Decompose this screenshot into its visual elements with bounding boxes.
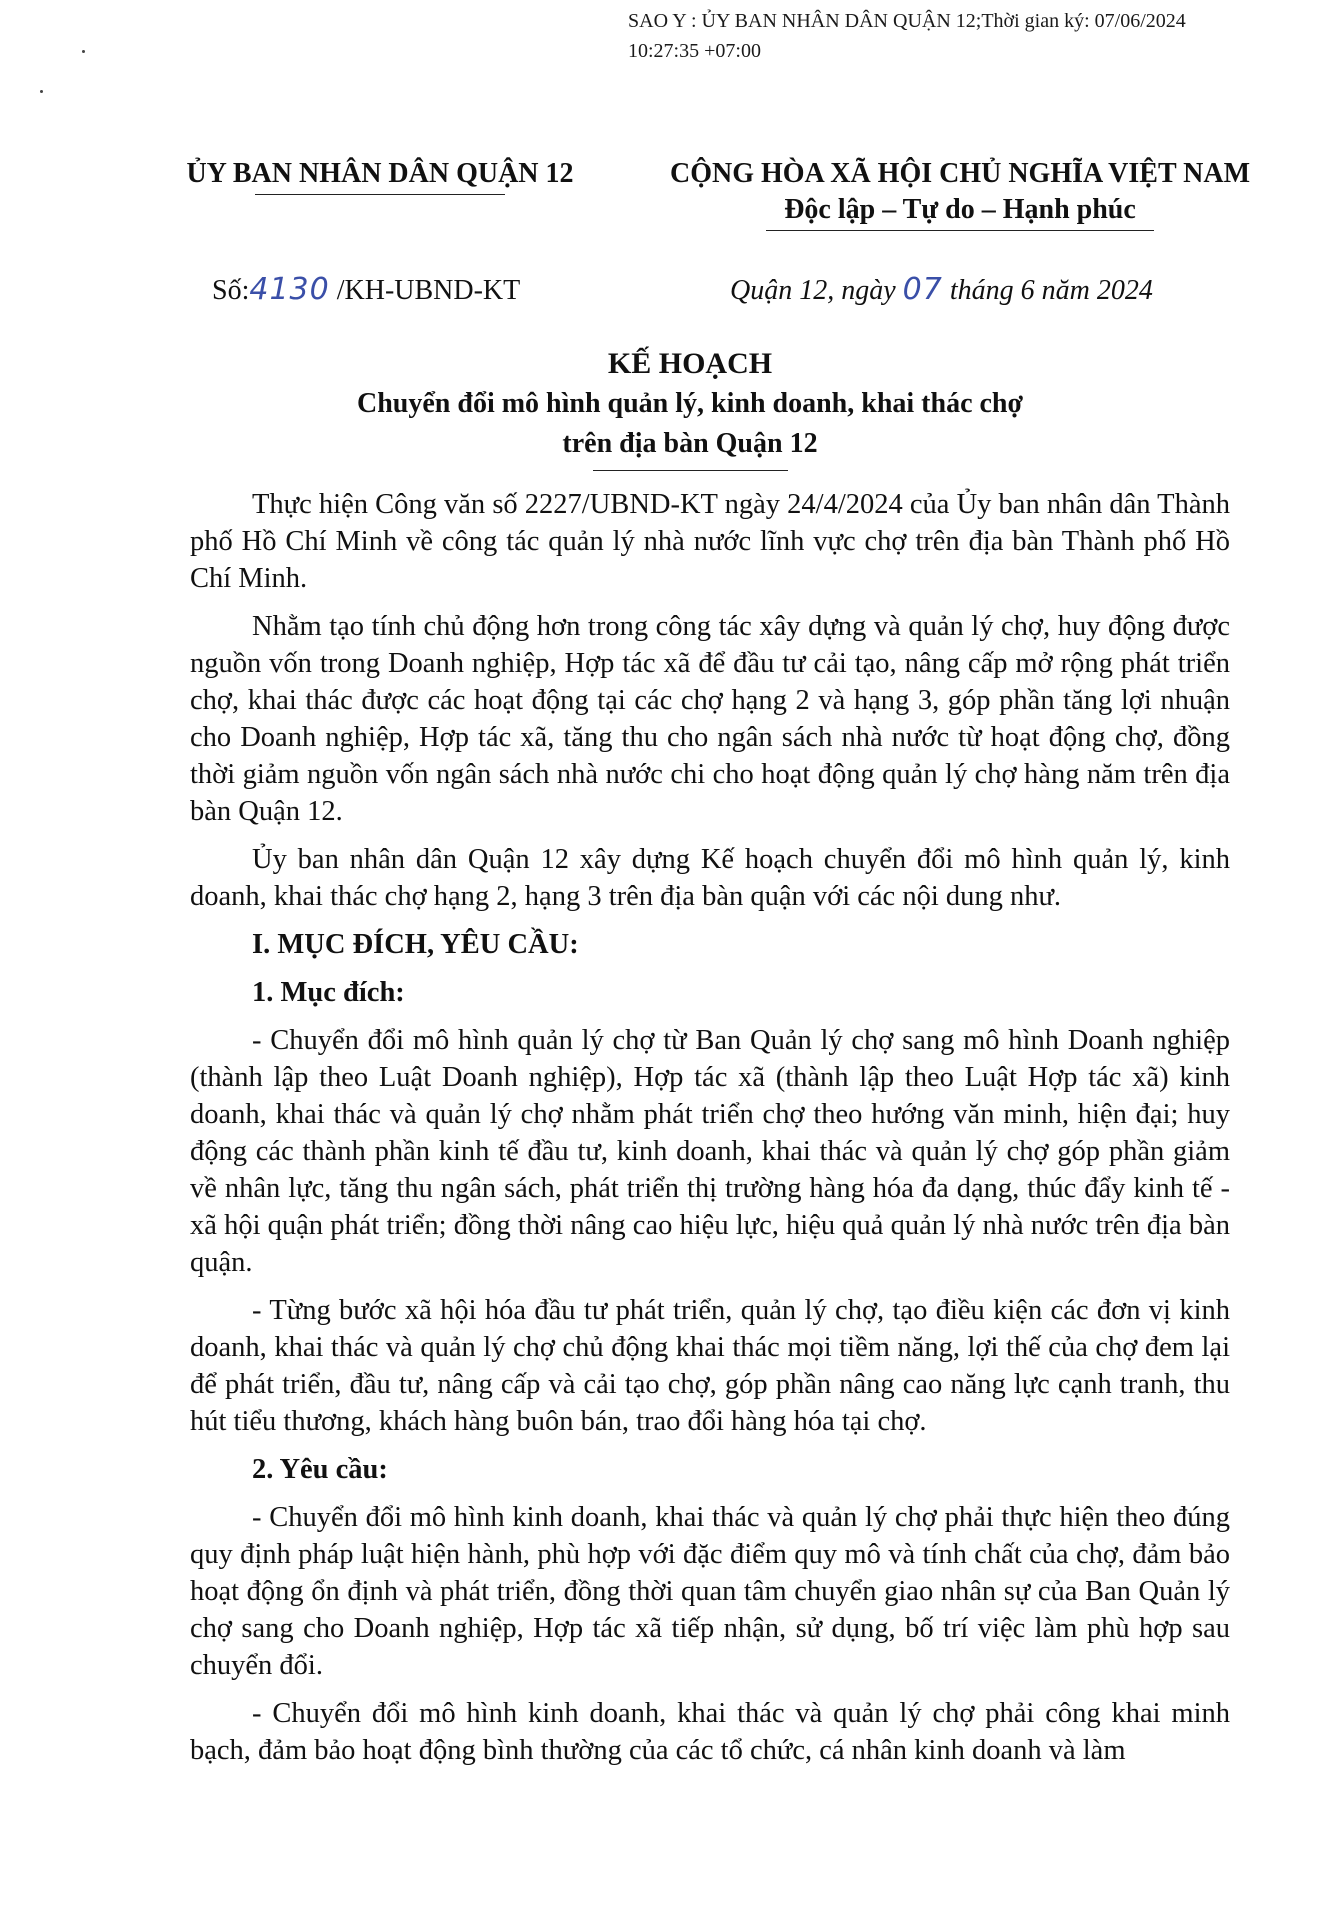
paragraph: Ủy ban nhân dân Quận 12 xây dựng Kế hoạch chuyển đổi mô hình quản lý, kinh doanh, khai thác chợ hạng 2, hạng 3 trên địa bàn quận với các nội dung như. [190,844,1230,912]
handwritten-number: 4130 [249,272,330,307]
document-title-block [150,344,1230,471]
stamp-line-2: 10:27:35 +07:00 [628,40,761,62]
agency-underline [255,194,505,195]
issuing-agency: ỦY BAN NHÂN DÂN QUẬN 12 [186,158,574,189]
paragraph: - Chuyển đổi mô hình kinh doanh, khai thác và quản lý chợ phải công khai minh bạch, đảm bảo hoạt động bình thường của các tổ chức, cá nhân kinh doanh và làm [190,1698,1230,1766]
digital-signature-stamp [628,6,1288,66]
document-number [212,272,520,307]
title-underline [593,470,788,471]
document-type: KẾ HOẠCH [607,347,773,380]
paragraph: - Từng bước xã hội hóa đầu tư phát triển, quản lý chợ, tạo điều kiện các đơn vị kinh doanh, khai thác và quản lý chợ chủ động khai thác mọi tiềm năng, lợi thế của chợ đem lại để phát triển, đầu tư, nâng cấp và cải tạo chợ, góp phần nâng cao năng lực cạnh tranh, thu hút tiểu thương, khách hàng buôn bán, trao đổi hàng hóa tại chợ. [190,1295,1230,1437]
date-prefix: Quận 12, ngày [730,275,896,306]
handwritten-day: 07 [902,272,943,307]
document-subject-line-1: Chuyển đổi mô hình quản lý, kinh doanh, khai thác chợ [357,388,1023,419]
date-suffix: tháng 6 năm 2024 [949,275,1153,306]
national-title-block [620,158,1300,231]
nation-name: CỘNG HÒA XÃ HỘI CHỦ NGHĨA VIỆT NAM [669,158,1251,189]
issuing-agency-block [150,158,610,195]
document-body [190,486,1230,1780]
national-motto: Độc lập – Tự do – Hạnh phúc [784,194,1136,225]
number-prefix: Số: [212,275,250,306]
paragraph: - Chuyển đổi mô hình kinh doanh, khai thác và quản lý chợ phải thực hiện theo đúng quy định pháp luật hiện hành, phù hợp với đặc điểm quy mô và tính chất của chợ, đảm bảo hoạt động ổn định và phát triển, đồng thời quan tâm chuyển giao nhân sự của Ban Quản lý chợ sang cho Doanh nghiệp, Hợp tác xã tiếp nhận, sử dụng, bố trí việc làm phù hợp sau chuyển đổi. [190,1502,1230,1681]
subsection-heading: 1. Mục đích: [252,977,405,1008]
paragraph: Nhằm tạo tính chủ động hơn trong công tác xây dựng và quản lý chợ, huy động được nguồn vốn trong Doanh nghiệp, Hợp tác xã để đầu tư cải tạo, nâng cấp mở rộng phát triển chợ, khai thác được các hoạt động tại các chợ hạng 2 và hạng 3, góp phần tăng lợi nhuận cho Doanh nghiệp, Hợp tác xã, tăng thu cho ngân sách nhà nước từ hoạt động chợ, đồng thời giảm nguồn vốn ngân sách nhà nước chi cho hoạt động quản lý chợ hàng năm trên địa bàn Quận 12. [190,611,1230,827]
stamp-line-1: SAO Y : ỦY BAN NHÂN DÂN QUẬN 12;Thời gian ký: 07/06/2024 [628,10,1186,32]
scan-speck [40,90,43,93]
document-subject-line-2: trên địa bàn Quận 12 [562,428,818,459]
subsection-heading: 2. Yêu cầu: [252,1454,388,1485]
motto-underline [766,230,1154,231]
scan-speck [82,50,85,53]
section-heading: I. MỤC ĐÍCH, YÊU CẦU: [252,929,579,960]
paragraph: - Chuyển đổi mô hình quản lý chợ từ Ban Quản lý chợ sang mô hình Doanh nghiệp (thành lập theo Luật Doanh nghiệp), Hợp tác xã (thành lập theo Luật Hợp tác xã) kinh doanh, khai thác và quản lý chợ nhằm phát triển chợ theo hướng văn minh, hiện đại; huy động các thành phần kinh tế đầu tư, kinh doanh, khai thác và quản lý chợ góp phần giảm về nhân lực, tăng thu ngân sách, phát triển thị trường hàng hóa đa dạng, thúc đẩy kinh tế - xã hội quận phát triển; đồng thời nâng cao hiệu lực, hiệu quả quản lý nhà nước trên địa bàn quận. [190,1025,1230,1278]
paragraph: Thực hiện Công văn số 2227/UBND-KT ngày 24/4/2024 của Ủy ban nhân dân Thành phố Hồ Chí Minh về công tác quản lý nhà nước lĩnh vực chợ trên địa bàn Thành phố Hồ Chí Minh. [190,489,1230,594]
document-date [730,272,1153,307]
number-suffix: /KH-UBND-KT [336,275,521,306]
